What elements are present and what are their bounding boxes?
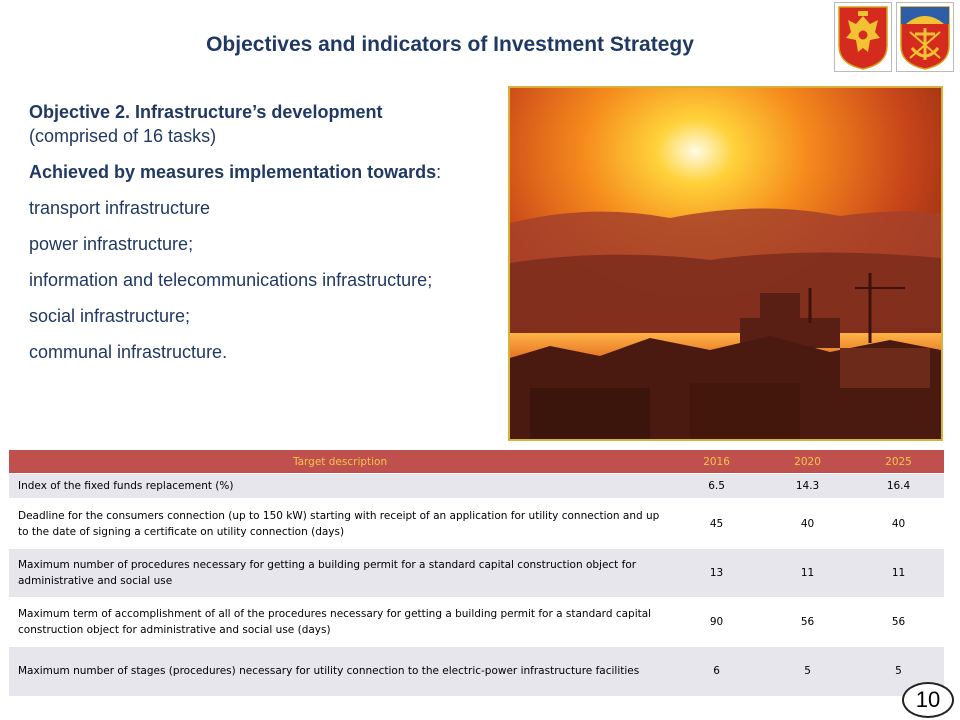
value-2016: 45 bbox=[671, 499, 762, 549]
table-row bbox=[9, 549, 944, 598]
value-2016: 6.5 bbox=[671, 474, 762, 499]
value-2020: 11 bbox=[762, 549, 853, 598]
value-2025: 56 bbox=[853, 598, 944, 647]
target-description: Index of the fixed funds replacement (%) bbox=[9, 474, 671, 499]
column-header-description: Target description bbox=[9, 450, 671, 474]
value-2025: 5 bbox=[853, 647, 944, 696]
emblems bbox=[834, 2, 958, 72]
value-2020: 14.3 bbox=[762, 474, 853, 499]
value-2025: 16.4 bbox=[853, 474, 944, 499]
table-row bbox=[9, 598, 944, 647]
russian-coat-of-arms-emblem bbox=[834, 2, 892, 72]
objective-text bbox=[29, 100, 489, 376]
murmansk-region-coat-of-arms-emblem bbox=[896, 2, 954, 72]
target-description: Deadline for the consumers connection (up to 150 kW) starting with receipt of an application for utility connection and up to the date of signing a certificate on utility connection (days) bbox=[9, 499, 671, 549]
targets-table bbox=[9, 450, 944, 696]
column-header-2025: 2025 bbox=[853, 450, 944, 474]
value-2016: 90 bbox=[671, 598, 762, 647]
value-2025: 11 bbox=[853, 549, 944, 598]
table-row bbox=[9, 647, 944, 696]
value-2020: 5 bbox=[762, 647, 853, 696]
table-header-row bbox=[9, 450, 944, 474]
target-description: Maximum number of procedures necessary for getting a building permit for a standard capital construction object for administrative and social use bbox=[9, 549, 671, 598]
value-2016: 6 bbox=[671, 647, 762, 696]
value-2025: 40 bbox=[853, 499, 944, 549]
value-2020: 40 bbox=[762, 499, 853, 549]
objective-heading-paragraph bbox=[29, 100, 489, 148]
measures-heading-paragraph bbox=[29, 160, 489, 184]
measure-item: power infrastructure; bbox=[29, 234, 194, 254]
objective-note: (comprised of 16 tasks) bbox=[29, 126, 217, 146]
measure-item: information and telecommunications infrastructure; bbox=[29, 270, 433, 290]
column-header-2016: 2016 bbox=[671, 450, 762, 474]
value-2016: 13 bbox=[671, 549, 762, 598]
objective-heading: Objective 2. Infrastructure’s development bbox=[29, 102, 383, 122]
measure-item: communal infrastructure. bbox=[29, 342, 228, 362]
page-title: Objectives and indicators of Investment Strategy bbox=[206, 33, 694, 56]
measures-heading: Achieved by measures implementation towards bbox=[29, 162, 437, 182]
measure-item: transport infrastructure bbox=[29, 198, 211, 218]
page-number-badge: 10 bbox=[902, 682, 954, 718]
table-row bbox=[9, 474, 944, 499]
target-description: Maximum term of accomplishment of all of the procedures necessary for getting a building permit for a standard capital construction object for administrative and social use (days) bbox=[9, 598, 671, 647]
measures-colon: : bbox=[436, 162, 442, 182]
value-2020: 56 bbox=[762, 598, 853, 647]
table-row bbox=[9, 499, 944, 549]
target-description: Maximum number of stages (procedures) necessary for utility connection to the electric-power infrastructure facilities bbox=[9, 647, 671, 696]
measure-item: social infrastructure; bbox=[29, 306, 191, 326]
sunset-port-photo bbox=[508, 86, 943, 441]
column-header-2020: 2020 bbox=[762, 450, 853, 474]
